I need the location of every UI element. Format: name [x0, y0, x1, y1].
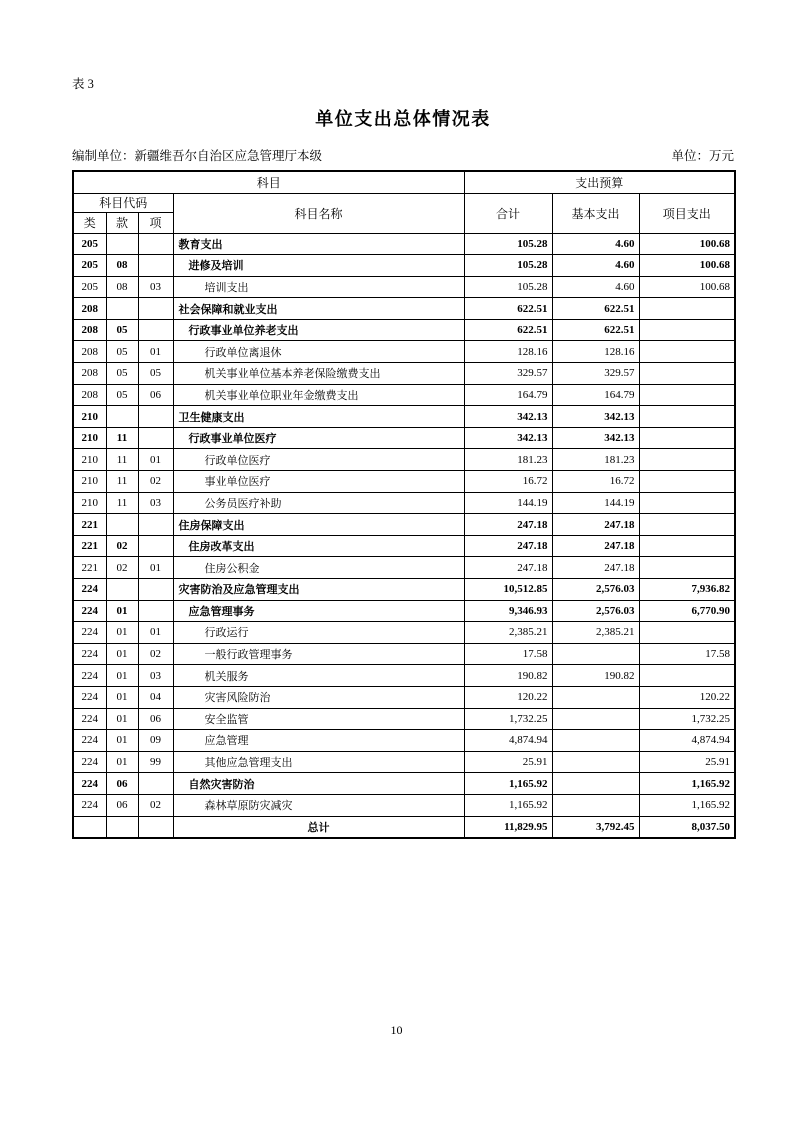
table-row	[73, 319, 735, 341]
cell-basic: 247.18	[552, 557, 639, 579]
cell-section: 01	[106, 622, 138, 644]
cell-total: 17.58	[464, 643, 552, 665]
cell-class: 224	[73, 665, 106, 687]
cell-project: 1,165.92	[639, 794, 735, 816]
cell-project	[639, 665, 735, 687]
cell-subject-name: 机关事业单位基本养老保险缴费支出	[173, 363, 464, 385]
cell-section: 06	[106, 773, 138, 795]
cell-total: 342.13	[464, 406, 552, 428]
cell-total: 11,829.95	[464, 816, 552, 838]
cell-subject-name: 卫生健康支出	[173, 406, 464, 428]
cell-total: 2,385.21	[464, 622, 552, 644]
cell-class: 208	[73, 384, 106, 406]
cell-subject-name: 行政单位医疗	[173, 449, 464, 471]
table-row	[73, 665, 735, 687]
cell-total: 144.19	[464, 492, 552, 514]
cell-section: 01	[106, 665, 138, 687]
cell-section	[106, 579, 138, 601]
table-row	[73, 298, 735, 320]
cell-basic	[552, 751, 639, 773]
cell-section: 01	[106, 708, 138, 730]
cell-total: 25.91	[464, 751, 552, 773]
cell-class: 210	[73, 449, 106, 471]
cell-total: 1,165.92	[464, 794, 552, 816]
header-subject-group: 科目	[73, 171, 464, 193]
cell-total: 247.18	[464, 535, 552, 557]
cell-subject-name: 灾害防治及应急管理支出	[173, 579, 464, 601]
table-row	[73, 622, 735, 644]
cell-class: 224	[73, 730, 106, 752]
table-row	[73, 406, 735, 428]
table-row	[73, 557, 735, 579]
cell-class: 205	[73, 276, 106, 298]
cell-item	[138, 816, 173, 838]
cell-project	[639, 622, 735, 644]
cell-subject-name: 其他应急管理支出	[173, 751, 464, 773]
page-content	[72, 74, 734, 839]
cell-item	[138, 600, 173, 622]
prepared-by-text: 编制单位：新疆维吾尔自治区应急管理厅本级	[72, 149, 323, 163]
cell-project	[639, 471, 735, 493]
cell-total: 181.23	[464, 449, 552, 471]
cell-item	[138, 773, 173, 795]
table-row	[73, 600, 735, 622]
cell-subject-name: 行政事业单位养老支出	[173, 319, 464, 341]
cell-item: 05	[138, 363, 173, 385]
table-row	[73, 276, 735, 298]
cell-total: 4,874.94	[464, 730, 552, 752]
cell-subject-name: 教育支出	[173, 233, 464, 255]
cell-subject-name: 灾害风险防治	[173, 686, 464, 708]
cell-item: 01	[138, 622, 173, 644]
cell-class: 224	[73, 622, 106, 644]
cell-total: 10,512.85	[464, 579, 552, 601]
expenditure-table	[72, 170, 736, 839]
cell-project: 7,936.82	[639, 579, 735, 601]
table-row	[73, 708, 735, 730]
cell-basic: 4.60	[552, 276, 639, 298]
cell-project	[639, 298, 735, 320]
cell-total: 105.28	[464, 276, 552, 298]
cell-section: 01	[106, 751, 138, 773]
cell-basic: 2,576.03	[552, 579, 639, 601]
header-project-expenditure: 项目支出	[639, 193, 735, 233]
cell-total: 105.28	[464, 255, 552, 277]
cell-project: 100.68	[639, 233, 735, 255]
cell-subject-name: 机关服务	[173, 665, 464, 687]
cell-total: 190.82	[464, 665, 552, 687]
cell-subject-name: 自然灾害防治	[173, 773, 464, 795]
cell-basic: 16.72	[552, 471, 639, 493]
table-row	[73, 579, 735, 601]
cell-section: 01	[106, 730, 138, 752]
cell-class: 224	[73, 579, 106, 601]
cell-subject-name: 总计	[173, 816, 464, 838]
cell-item: 09	[138, 730, 173, 752]
cell-basic: 190.82	[552, 665, 639, 687]
cell-subject-name: 行政运行	[173, 622, 464, 644]
cell-project: 6,770.90	[639, 600, 735, 622]
cell-basic: 128.16	[552, 341, 639, 363]
header-group-row	[73, 171, 735, 193]
cell-basic: 247.18	[552, 535, 639, 557]
table-row	[73, 449, 735, 471]
table-row	[73, 816, 735, 838]
cell-total: 1,732.25	[464, 708, 552, 730]
cell-basic: 181.23	[552, 449, 639, 471]
cell-class: 208	[73, 341, 106, 363]
cell-total: 9,346.93	[464, 600, 552, 622]
header-section: 款	[106, 212, 138, 233]
cell-subject-name: 一般行政管理事务	[173, 643, 464, 665]
table-row	[73, 233, 735, 255]
cell-section: 11	[106, 471, 138, 493]
cell-subject-name: 进修及培训	[173, 255, 464, 277]
cell-total: 1,165.92	[464, 773, 552, 795]
cell-project	[639, 514, 735, 536]
cell-basic	[552, 773, 639, 795]
cell-section: 08	[106, 255, 138, 277]
cell-item: 02	[138, 794, 173, 816]
cell-basic: 4.60	[552, 255, 639, 277]
header-budget-group: 支出预算	[464, 171, 735, 193]
cell-section: 05	[106, 319, 138, 341]
cell-project	[639, 341, 735, 363]
cell-project	[639, 427, 735, 449]
cell-project	[639, 492, 735, 514]
cell-item	[138, 255, 173, 277]
cell-section: 05	[106, 363, 138, 385]
cell-section	[106, 816, 138, 838]
cell-section: 05	[106, 384, 138, 406]
table-body	[73, 233, 735, 838]
table-row	[73, 794, 735, 816]
table-row	[73, 255, 735, 277]
cell-project	[639, 557, 735, 579]
cell-total: 105.28	[464, 233, 552, 255]
cell-project: 1,732.25	[639, 708, 735, 730]
cell-class: 210	[73, 427, 106, 449]
header-code-row	[73, 193, 735, 212]
cell-subject-name: 社会保障和就业支出	[173, 298, 464, 320]
cell-class: 224	[73, 643, 106, 665]
cell-class: 221	[73, 557, 106, 579]
cell-item: 99	[138, 751, 173, 773]
table-meta-row	[72, 146, 734, 164]
cell-total: 120.22	[464, 686, 552, 708]
cell-item	[138, 319, 173, 341]
cell-basic: 622.51	[552, 319, 639, 341]
cell-class: 224	[73, 794, 106, 816]
table-row	[73, 471, 735, 493]
cell-class: 224	[73, 600, 106, 622]
table-row	[73, 341, 735, 363]
cell-section: 01	[106, 600, 138, 622]
table-row	[73, 384, 735, 406]
cell-basic	[552, 686, 639, 708]
cell-section	[106, 406, 138, 428]
cell-section: 11	[106, 427, 138, 449]
cell-total: 329.57	[464, 363, 552, 385]
cell-subject-name: 应急管理	[173, 730, 464, 752]
page-title: 单位支出总体情况表	[315, 109, 491, 129]
header-item: 项	[138, 212, 173, 233]
cell-total: 247.18	[464, 557, 552, 579]
cell-item: 02	[138, 471, 173, 493]
cell-section	[106, 233, 138, 255]
cell-subject-name: 行政事业单位医疗	[173, 427, 464, 449]
table-row	[73, 686, 735, 708]
cell-total: 247.18	[464, 514, 552, 536]
cell-basic: 144.19	[552, 492, 639, 514]
cell-item	[138, 535, 173, 557]
cell-project: 4,874.94	[639, 730, 735, 752]
cell-project	[639, 384, 735, 406]
cell-project: 100.68	[639, 255, 735, 277]
cell-item	[138, 233, 173, 255]
cell-subject-name: 行政单位离退休	[173, 341, 464, 363]
cell-section: 11	[106, 449, 138, 471]
cell-basic: 342.13	[552, 427, 639, 449]
cell-item: 06	[138, 708, 173, 730]
header-total: 合计	[464, 193, 552, 233]
cell-section: 02	[106, 535, 138, 557]
cell-basic	[552, 730, 639, 752]
currency-unit-text: 单位：万元	[671, 149, 734, 163]
cell-basic: 329.57	[552, 363, 639, 385]
table-row	[73, 751, 735, 773]
cell-class: 221	[73, 535, 106, 557]
cell-section	[106, 514, 138, 536]
cell-item	[138, 427, 173, 449]
table-row	[73, 773, 735, 795]
cell-item: 01	[138, 449, 173, 471]
cell-class	[73, 816, 106, 838]
cell-class: 210	[73, 471, 106, 493]
cell-class: 224	[73, 708, 106, 730]
cell-total: 164.79	[464, 384, 552, 406]
cell-subject-name: 应急管理事务	[173, 600, 464, 622]
cell-class: 224	[73, 751, 106, 773]
cell-section: 05	[106, 341, 138, 363]
cell-total: 342.13	[464, 427, 552, 449]
table-row	[73, 643, 735, 665]
cell-section	[106, 298, 138, 320]
cell-section: 11	[106, 492, 138, 514]
cell-basic: 247.18	[552, 514, 639, 536]
cell-item: 01	[138, 557, 173, 579]
cell-section: 01	[106, 686, 138, 708]
cell-class: 224	[73, 773, 106, 795]
cell-subject-name: 公务员医疗补助	[173, 492, 464, 514]
cell-item: 04	[138, 686, 173, 708]
cell-item: 03	[138, 276, 173, 298]
cell-basic	[552, 643, 639, 665]
cell-class: 210	[73, 406, 106, 428]
cell-project	[639, 406, 735, 428]
cell-subject-name: 培训支出	[173, 276, 464, 298]
cell-project	[639, 535, 735, 557]
cell-subject-name: 事业单位医疗	[173, 471, 464, 493]
table-row	[73, 492, 735, 514]
cell-item: 06	[138, 384, 173, 406]
cell-project	[639, 449, 735, 471]
table-row	[73, 730, 735, 752]
cell-total: 128.16	[464, 341, 552, 363]
cell-class: 205	[73, 233, 106, 255]
cell-subject-name: 住房改革支出	[173, 535, 464, 557]
cell-project	[639, 363, 735, 385]
cell-class: 224	[73, 686, 106, 708]
cell-subject-name: 住房公积金	[173, 557, 464, 579]
cell-item: 03	[138, 492, 173, 514]
cell-project: 120.22	[639, 686, 735, 708]
cell-basic: 3,792.45	[552, 816, 639, 838]
cell-basic: 342.13	[552, 406, 639, 428]
cell-item: 01	[138, 341, 173, 363]
cell-total: 16.72	[464, 471, 552, 493]
header-class: 类	[73, 212, 106, 233]
cell-subject-name: 机关事业单位职业年金缴费支出	[173, 384, 464, 406]
cell-project: 8,037.50	[639, 816, 735, 838]
table-row	[73, 514, 735, 536]
cell-class: 208	[73, 363, 106, 385]
cell-basic: 2,385.21	[552, 622, 639, 644]
cell-subject-name: 森林草原防灾减灾	[173, 794, 464, 816]
cell-item: 02	[138, 643, 173, 665]
table-row	[73, 535, 735, 557]
cell-project: 1,165.92	[639, 773, 735, 795]
header-subject-code: 科目代码	[73, 193, 173, 212]
header-subject-name: 科目名称	[173, 193, 464, 233]
cell-basic: 622.51	[552, 298, 639, 320]
cell-class: 208	[73, 298, 106, 320]
cell-class: 205	[73, 255, 106, 277]
cell-subject-name: 住房保障支出	[173, 514, 464, 536]
cell-basic: 4.60	[552, 233, 639, 255]
cell-section: 02	[106, 557, 138, 579]
cell-section: 08	[106, 276, 138, 298]
table-row	[73, 363, 735, 385]
cell-section: 06	[106, 794, 138, 816]
cell-item: 03	[138, 665, 173, 687]
cell-class: 221	[73, 514, 106, 536]
cell-total: 622.51	[464, 319, 552, 341]
cell-item	[138, 514, 173, 536]
cell-project: 25.91	[639, 751, 735, 773]
cell-class: 210	[73, 492, 106, 514]
cell-class: 208	[73, 319, 106, 341]
table-row	[73, 427, 735, 449]
cell-basic: 2,576.03	[552, 600, 639, 622]
cell-basic	[552, 794, 639, 816]
cell-section: 01	[106, 643, 138, 665]
cell-total: 622.51	[464, 298, 552, 320]
header-basic-expenditure: 基本支出	[552, 193, 639, 233]
cell-basic: 164.79	[552, 384, 639, 406]
cell-item	[138, 579, 173, 601]
table-header	[73, 171, 735, 233]
cell-project: 100.68	[639, 276, 735, 298]
cell-item	[138, 406, 173, 428]
page-number: 10	[390, 1023, 403, 1037]
table-number-label: 表 3	[72, 77, 94, 91]
cell-subject-name: 安全监管	[173, 708, 464, 730]
cell-project	[639, 319, 735, 341]
cell-basic	[552, 708, 639, 730]
cell-item	[138, 298, 173, 320]
cell-project: 17.58	[639, 643, 735, 665]
